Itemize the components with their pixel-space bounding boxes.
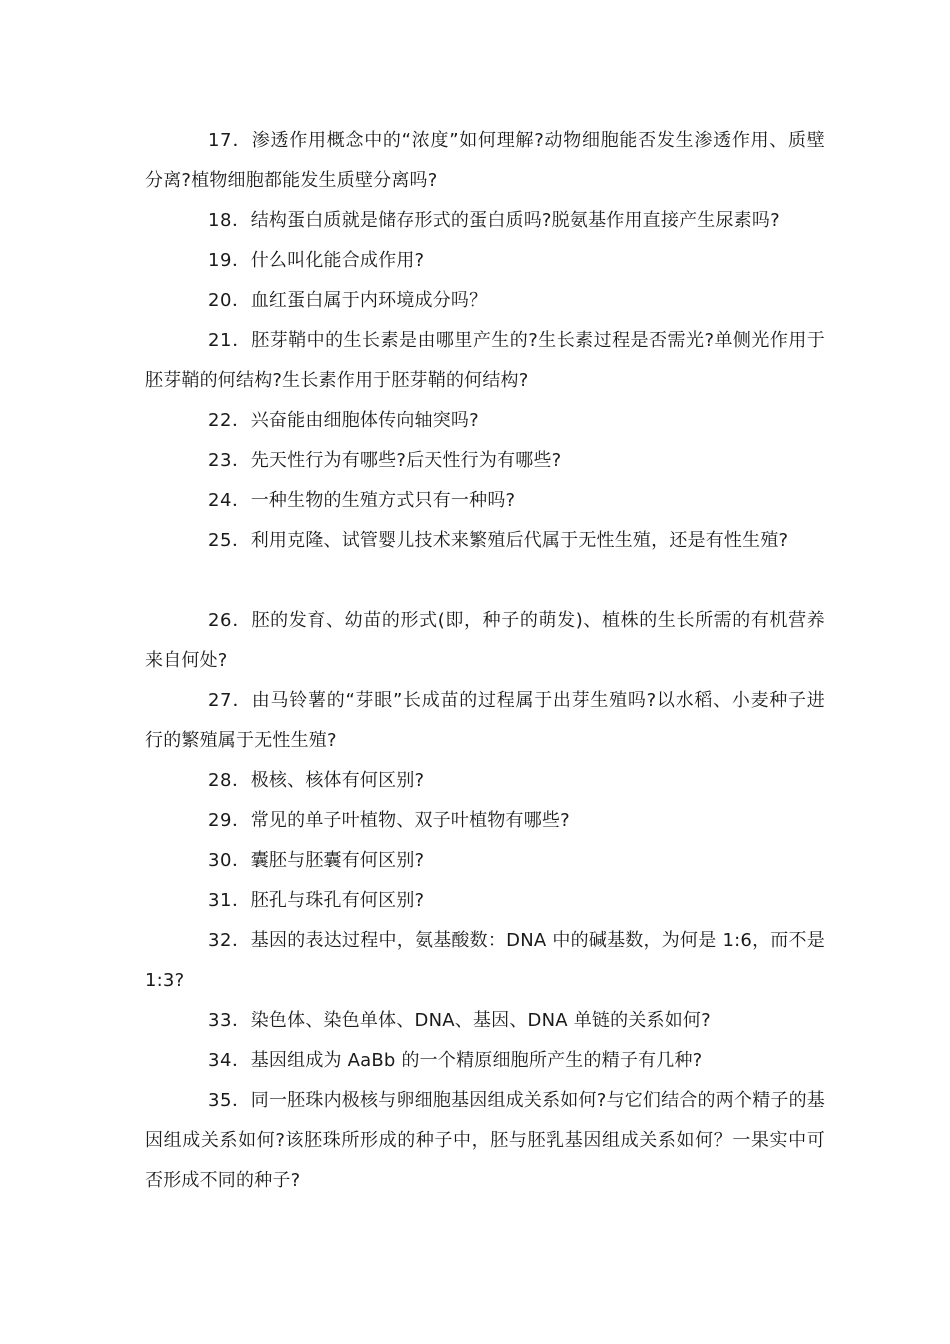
question-number: 19． xyxy=(208,250,251,271)
question-number: 35． xyxy=(208,1090,251,1111)
question-number: 31． xyxy=(208,890,251,911)
question-number: 29． xyxy=(208,810,251,831)
question-number: 33． xyxy=(208,1010,251,1031)
question-25 xyxy=(145,521,825,561)
question-24 xyxy=(145,481,825,521)
question-33 xyxy=(145,1001,825,1041)
question-27 xyxy=(145,681,825,761)
question-number: 32． xyxy=(208,930,251,951)
question-text: 染色体、染色单体、DNA、基因、DNA 单链的关系如何? xyxy=(250,1010,711,1031)
question-20 xyxy=(145,281,825,321)
question-text: 基因组成为 AaBb 的一个精原细胞所产生的精子有几种? xyxy=(250,1050,703,1071)
question-number: 26． xyxy=(208,610,252,631)
question-number: 27． xyxy=(208,690,252,711)
question-number: 28． xyxy=(208,770,251,791)
question-text: 兴奋能由细胞体传向轴突吗? xyxy=(250,410,479,431)
question-text: 常见的单子叶植物、双子叶植物有哪些? xyxy=(250,810,570,831)
question-number: 23． xyxy=(208,450,251,471)
question-23 xyxy=(145,441,825,481)
question-34 xyxy=(145,1041,825,1081)
question-text: 血红蛋白属于内环境成分吗？ xyxy=(250,290,488,311)
question-text: 先天性行为有哪些?后天性行为有哪些? xyxy=(250,450,562,471)
question-19 xyxy=(145,241,825,281)
question-number: 25． xyxy=(208,530,251,551)
question-text: 一种生物的生殖方式只有一种吗? xyxy=(250,490,516,511)
question-text: 胚的发育、幼苗的形式(即，种子的萌发)、植株的生长所需的有机营养来自何处? xyxy=(145,610,825,671)
question-list xyxy=(145,121,825,1201)
question-text: 什么叫化能合成作用? xyxy=(250,250,425,271)
question-number: 24． xyxy=(208,490,251,511)
question-28 xyxy=(145,761,825,801)
question-number: 17． xyxy=(208,130,252,151)
question-number: 20． xyxy=(208,290,251,311)
question-35 xyxy=(145,1081,825,1201)
question-26 xyxy=(145,601,825,681)
question-number: 21． xyxy=(208,330,252,351)
question-text: 由马铃薯的“芽眼”长成苗的过程属于出芽生殖吗?以水稻、小麦种子进行的繁殖属于无性生殖? xyxy=(145,690,825,751)
question-31 xyxy=(145,881,825,921)
question-29 xyxy=(145,801,825,841)
question-text: 极核、核体有何区别? xyxy=(250,770,425,791)
question-text: 胚芽鞘中的生长素是由哪里产生的?生长素过程是否需光?单侧光作用于胚芽鞘的何结构?生长素作用于胚芽鞘的何结构? xyxy=(145,330,825,391)
question-22 xyxy=(145,401,825,441)
blank-line xyxy=(145,561,825,601)
question-30 xyxy=(145,841,825,881)
question-17 xyxy=(145,121,825,201)
question-text: 同一胚珠内极核与卵细胞基因组成关系如何?与它们结合的两个精子的基因组成关系如何?该胚珠所形成的种子中，胚与胚乳基因组成关系如何？一果实中可否形成不同的种子? xyxy=(145,1090,825,1191)
question-18 xyxy=(145,201,825,241)
question-number: 34． xyxy=(208,1050,251,1071)
question-number: 18． xyxy=(208,210,251,231)
question-text: 结构蛋白质就是储存形式的蛋白质吗?脱氨基作用直接产生尿素吗? xyxy=(250,210,780,231)
question-number: 30． xyxy=(208,850,251,871)
question-text: 胚孔与珠孔有何区别? xyxy=(250,890,425,911)
question-21 xyxy=(145,321,825,401)
question-32 xyxy=(145,921,825,1001)
question-text: 基因的表达过程中，氨基酸数：DNA 中的碱基数，为何是 1:6，而不是 1:3? xyxy=(145,930,825,991)
question-text: 渗透作用概念中的“浓度”如何理解?动物细胞能否发生渗透作用、质壁分离?植物细胞都能发生质壁分离吗? xyxy=(145,130,825,191)
question-text: 利用克隆、试管婴儿技术来繁殖后代属于无性生殖，还是有性生殖? xyxy=(250,530,789,551)
question-number: 22． xyxy=(208,410,251,431)
question-text: 囊胚与胚囊有何区别? xyxy=(250,850,425,871)
